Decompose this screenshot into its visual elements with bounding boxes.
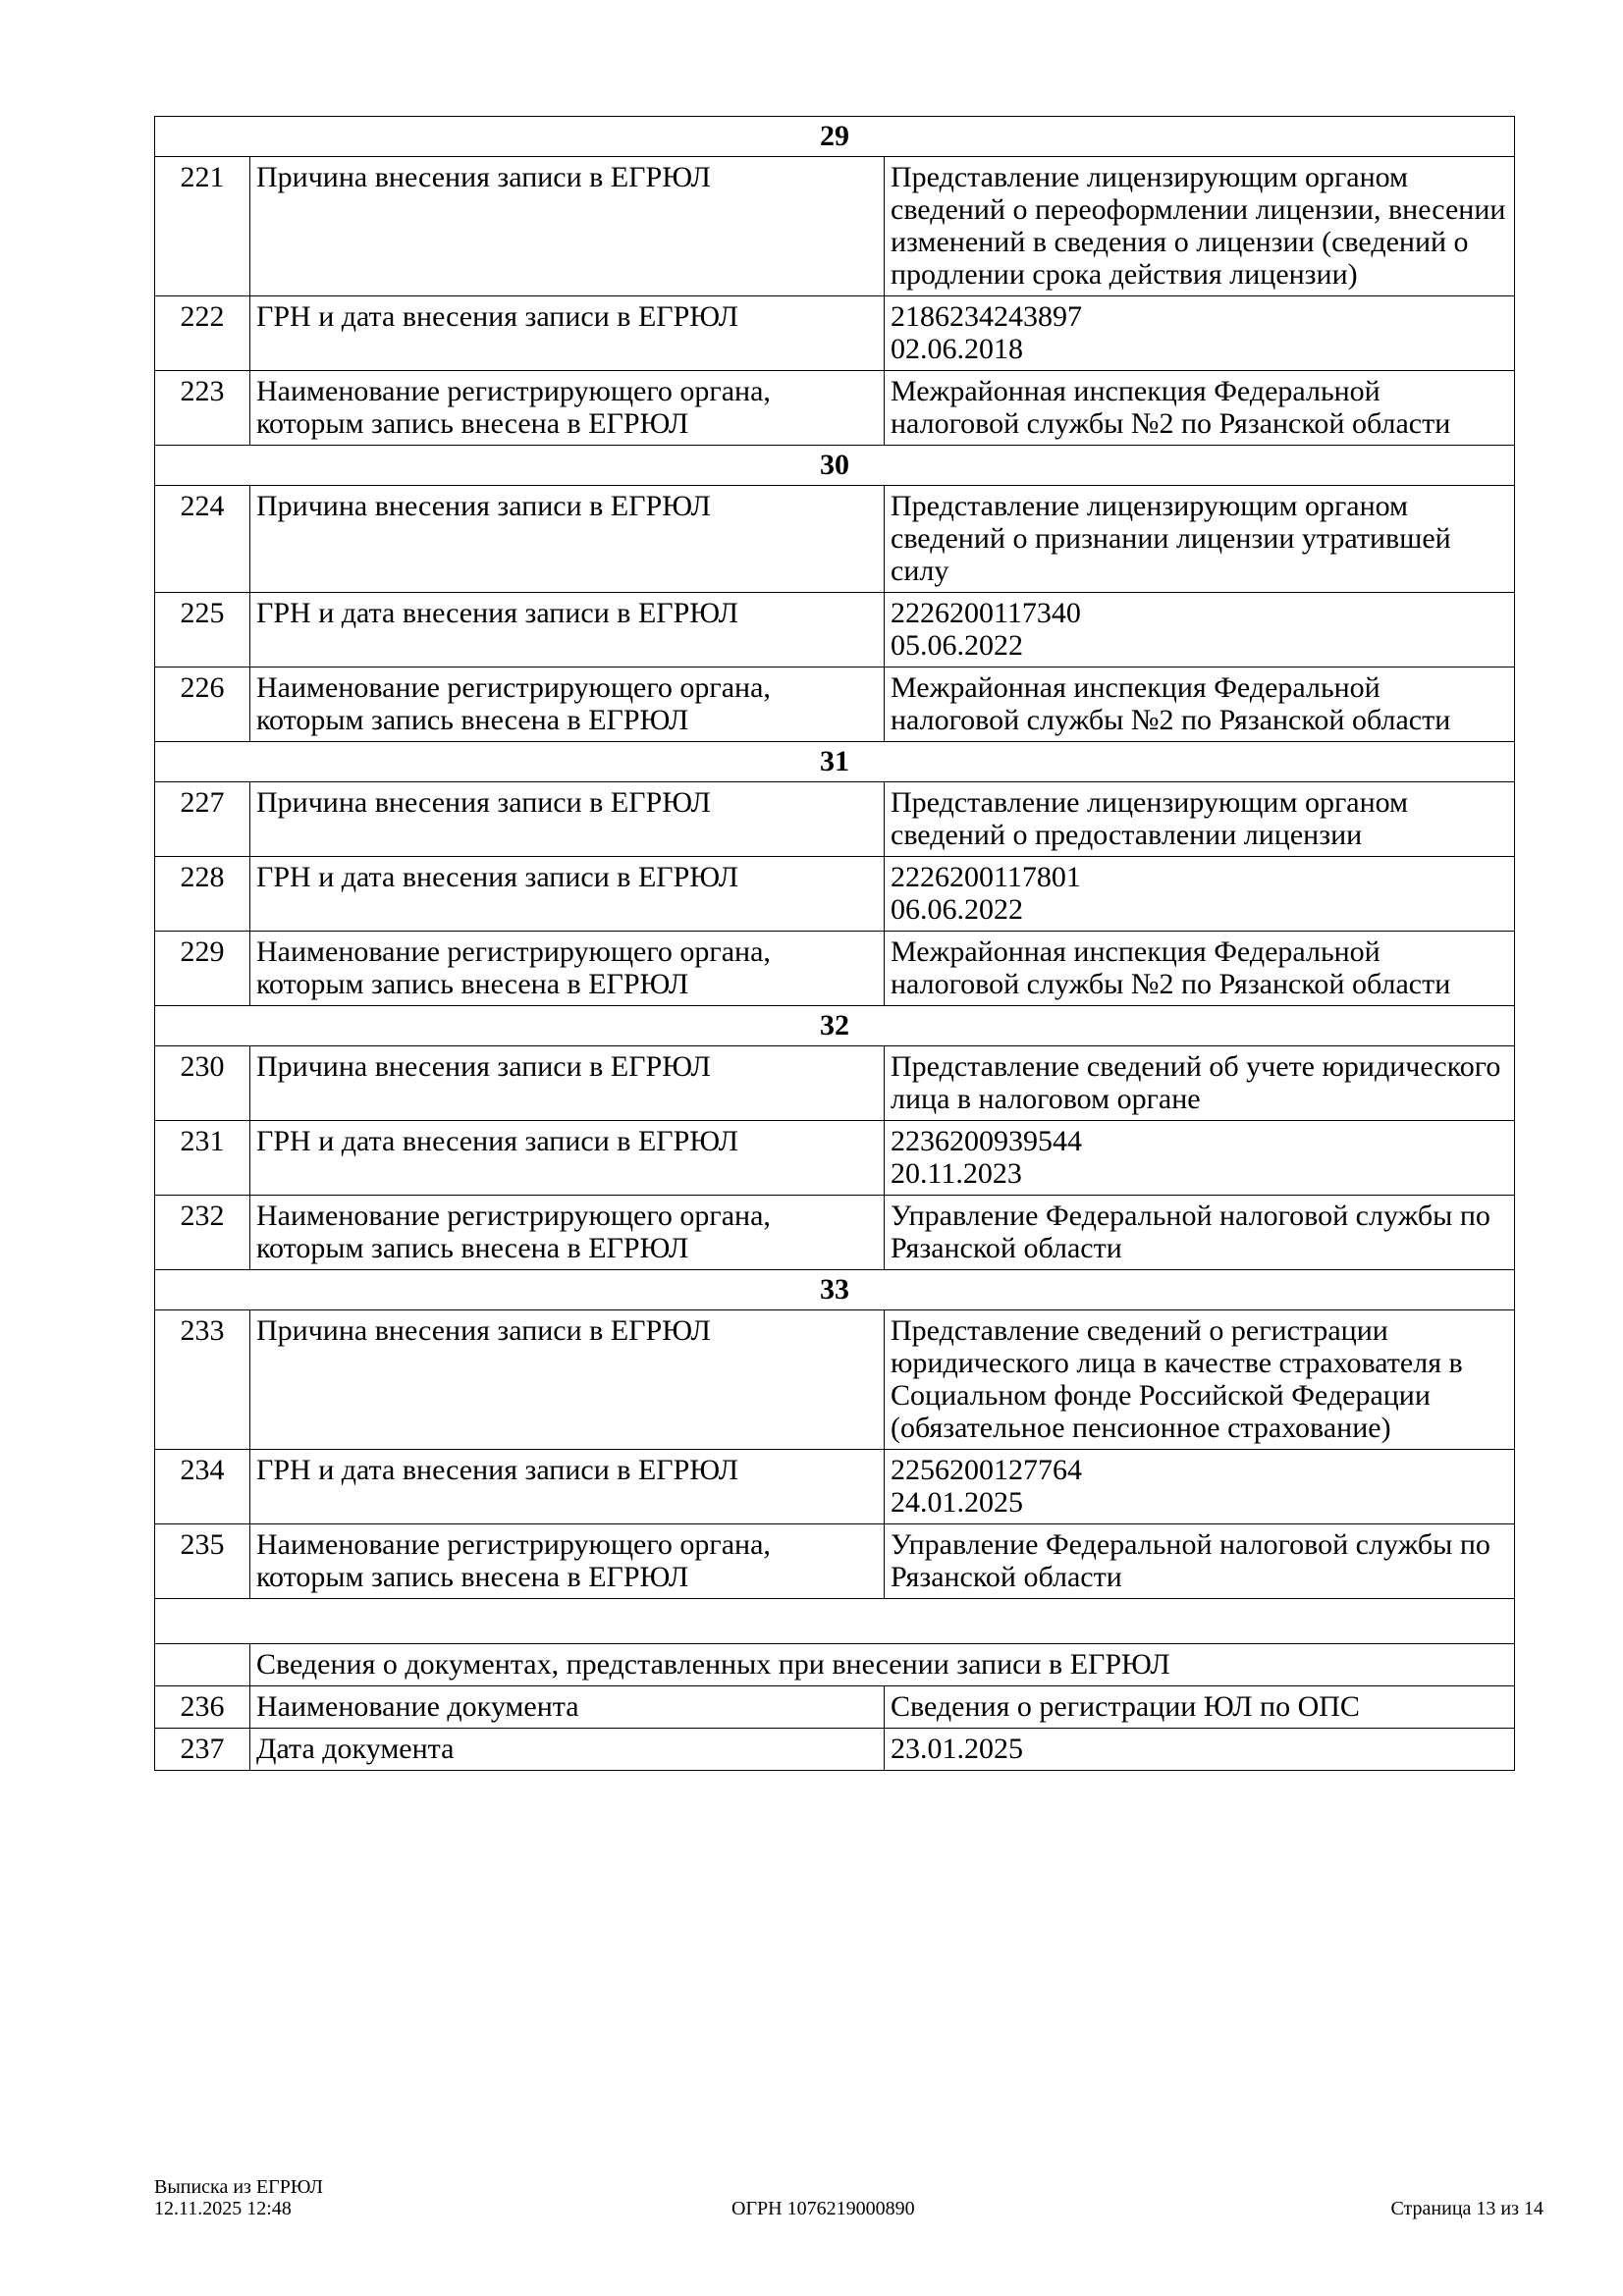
table-row	[155, 1046, 1515, 1121]
row-label: Наименование документа	[250, 1686, 885, 1729]
section-number: 32	[155, 1006, 1515, 1046]
row-label: Причина внесения записи в ЕГРЮЛ	[250, 782, 885, 857]
row-value: Представление сведений о регистрации юридического лица в качестве страхователя в Социальном фонде Российской Федерации (обязательное пенсионное страхование)	[885, 1310, 1515, 1450]
row-label: Наименование регистрирующего органа, которым запись внесена в ЕГРЮЛ	[250, 667, 885, 742]
table-row	[155, 1524, 1515, 1599]
row-value: 2186234243897 02.06.2018	[885, 296, 1515, 371]
section-number: 29	[155, 117, 1515, 157]
section-number: 31	[155, 742, 1515, 782]
table-row	[155, 486, 1515, 593]
table-row	[155, 667, 1515, 742]
table-row	[155, 593, 1515, 667]
section-number: 30	[155, 446, 1515, 486]
row-value: Представление лицензирующим органом сведений о признании лицензии утратившей силу	[885, 486, 1515, 593]
row-label: ГРН и дата внесения записи в ЕГРЮЛ	[250, 857, 885, 932]
section-header-row	[155, 117, 1515, 157]
egrul-records-table	[154, 116, 1515, 1771]
table-row	[155, 857, 1515, 932]
table-row	[155, 932, 1515, 1006]
row-value: Представление лицензирующим органом сведений о переоформлении лицензии, внесении изменений в сведения о лицензии (сведений о продлении срока действия лицензии)	[885, 157, 1515, 296]
table-row	[155, 157, 1515, 296]
table-row	[155, 1196, 1515, 1270]
row-number: 237	[155, 1729, 250, 1771]
blank-row-group	[155, 1599, 1515, 1644]
documents-body	[155, 1644, 1515, 1771]
row-number: 224	[155, 486, 250, 593]
row-label: Причина внесения записи в ЕГРЮЛ	[250, 1046, 885, 1121]
section-header-row	[155, 1270, 1515, 1310]
blank-row	[155, 1599, 1515, 1644]
row-value: 2236200939544 20.11.2023	[885, 1121, 1515, 1196]
row-number: 235	[155, 1524, 250, 1599]
row-label: Причина внесения записи в ЕГРЮЛ	[250, 157, 885, 296]
footer-left	[154, 2176, 323, 2219]
row-number: 228	[155, 857, 250, 932]
row-number: 222	[155, 296, 250, 371]
row-label: Причина внесения записи в ЕГРЮЛ	[250, 486, 885, 593]
row-value: Представление сведений об учете юридического лица в налоговом органе	[885, 1046, 1515, 1121]
row-number: 232	[155, 1196, 250, 1270]
row-value: 23.01.2025	[885, 1729, 1515, 1771]
row-value: Межрайонная инспекция Федеральной налоговой службы №2 по Рязанской области	[885, 932, 1515, 1006]
row-number: 227	[155, 782, 250, 857]
row-value: Представление лицензирующим органом сведений о предоставлении лицензии	[885, 782, 1515, 857]
row-number: 229	[155, 932, 250, 1006]
row-label: Наименование регистрирующего органа, которым запись внесена в ЕГРЮЛ	[250, 1524, 885, 1599]
records-body	[155, 117, 1515, 1599]
section-header-row	[155, 446, 1515, 486]
row-number: 223	[155, 371, 250, 446]
row-value: Управление Федеральной налоговой службы по Рязанской области	[885, 1524, 1515, 1599]
table-row	[155, 782, 1515, 857]
footer-datetime: 12.11.2025 12:48	[154, 2198, 292, 2219]
row-label: ГРН и дата внесения записи в ЕГРЮЛ	[250, 1121, 885, 1196]
row-number: 226	[155, 667, 250, 742]
row-value: Межрайонная инспекция Федеральной налоговой службы №2 по Рязанской области	[885, 667, 1515, 742]
section-header-row	[155, 1006, 1515, 1046]
section-header-row	[155, 742, 1515, 782]
row-value: 2226200117340 05.06.2022	[885, 593, 1515, 667]
row-number: 231	[155, 1121, 250, 1196]
table-row	[155, 371, 1515, 446]
table-row	[155, 1310, 1515, 1450]
row-label: ГРН и дата внесения записи в ЕГРЮЛ	[250, 593, 885, 667]
section-number: 33	[155, 1270, 1515, 1310]
row-number: 236	[155, 1686, 250, 1729]
row-value: Межрайонная инспекция Федеральной налоговой службы №2 по Рязанской области	[885, 371, 1515, 446]
row-label: Наименование регистрирующего органа, которым запись внесена в ЕГРЮЛ	[250, 371, 885, 446]
table-row	[155, 1686, 1515, 1729]
row-label: Наименование регистрирующего органа, которым запись внесена в ЕГРЮЛ	[250, 1196, 885, 1270]
row-label: Дата документа	[250, 1729, 885, 1771]
row-number: 225	[155, 593, 250, 667]
row-number: 233	[155, 1310, 250, 1450]
row-number: 234	[155, 1450, 250, 1524]
row-value: 2226200117801 06.06.2022	[885, 857, 1515, 932]
table-row	[155, 1450, 1515, 1524]
documents-heading-row	[155, 1644, 1515, 1686]
footer-title: Выписка из ЕГРЮЛ	[154, 2176, 323, 2198]
table-row	[155, 296, 1515, 371]
row-label: Наименование регистрирующего органа, которым запись внесена в ЕГРЮЛ	[250, 932, 885, 1006]
row-value: Сведения о регистрации ЮЛ по ОПС	[885, 1686, 1515, 1729]
footer-ogrn: ОГРН 1076219000890	[731, 2198, 915, 2219]
row-value: 2256200127764 24.01.2025	[885, 1450, 1515, 1524]
table-row	[155, 1729, 1515, 1771]
row-value: Управление Федеральной налоговой службы по Рязанской области	[885, 1196, 1515, 1270]
documents-heading-num-cell	[155, 1644, 250, 1686]
row-number: 230	[155, 1046, 250, 1121]
row-label: ГРН и дата внесения записи в ЕГРЮЛ	[250, 296, 885, 371]
documents-heading: Сведения о документах, представленных при внесении записи в ЕГРЮЛ	[250, 1644, 1515, 1686]
table-row	[155, 1121, 1515, 1196]
row-label: ГРН и дата внесения записи в ЕГРЮЛ	[250, 1450, 885, 1524]
footer-page-number: Страница 13 из 14	[1390, 2198, 1543, 2219]
row-number: 221	[155, 157, 250, 296]
row-label: Причина внесения записи в ЕГРЮЛ	[250, 1310, 885, 1450]
